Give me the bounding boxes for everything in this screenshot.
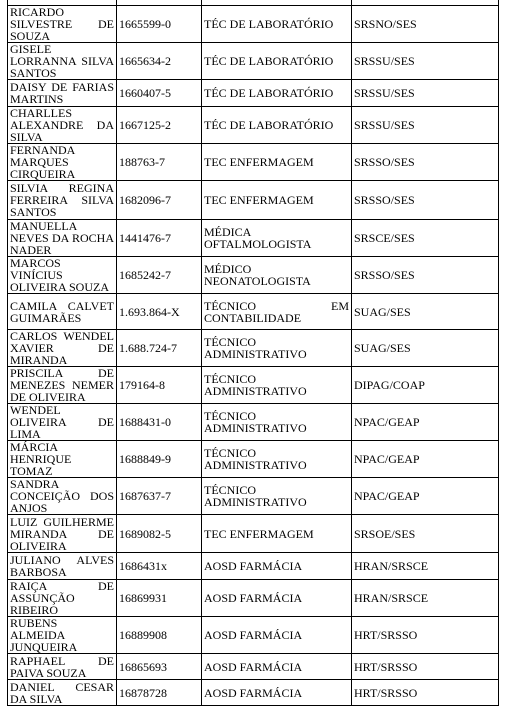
server-name: DAISY DE FARIAS MARTINS (8, 80, 117, 107)
matricula: 1685242-7 (117, 257, 202, 294)
lotacao: SRSSU/SES (352, 43, 499, 80)
table-row (8, 144, 499, 181)
table-row (8, 441, 499, 478)
cargo: TEC ENFERMAGEM (202, 144, 352, 181)
cargo: TÉCNICO ADMINISTRATIVO (202, 367, 352, 404)
cargo: MÉDICO NEONATOLOGISTA (202, 257, 352, 294)
lotacao: HRT/SRSSO (352, 654, 499, 680)
matricula: 1686431x (117, 553, 202, 580)
lotacao: NPAC/GEAP (352, 404, 499, 441)
server-name: RAIÇA DE ASSUNÇÃO RIBEIRO (8, 580, 117, 617)
lotacao: SRSSO/SES (352, 144, 499, 181)
server-name: PRISCILA DE MENEZES NEMER DE OLIVEIRA (8, 367, 117, 404)
matricula: 1688431-0 (117, 404, 202, 441)
matricula: 1441476-7 (117, 220, 202, 257)
server-name: CARLOS WENDEL XAVIER DE MIRANDA (8, 330, 117, 367)
cargo: TÉCNICO ADMINISTRATIVO (202, 330, 352, 367)
lotacao: SUAG/SES (352, 294, 499, 330)
cargo: MÉDICA OFTALMOLOGISTA (202, 220, 352, 257)
document-page (7, 0, 498, 706)
server-name: CHARLLES ALEXANDRE DA SILVA (8, 107, 117, 144)
cargo: TÉCNICO EM CONTABILIDADE (202, 294, 352, 330)
lotacao: SRSNO/SES (352, 6, 499, 43)
server-name: MÁRCIA HENRIQUE TOMAZ (8, 441, 117, 478)
table-row (8, 580, 499, 617)
table-row (8, 367, 499, 404)
matricula: 179164-8 (117, 367, 202, 404)
cargo: TÉCNICO ADMINISTRATIVO (202, 404, 352, 441)
cargo: TEC ENFERMAGEM (202, 515, 352, 553)
table-row (8, 680, 499, 706)
cargo: TÉCNICO ADMINISTRATIVO (202, 478, 352, 515)
matricula: 1682096-7 (117, 181, 202, 220)
table-row (8, 553, 499, 580)
table-row (8, 330, 499, 367)
server-name: RICARDO SILVESTRE DE SOUZA (8, 6, 117, 43)
server-name: FERNANDA MARQUES CIRQUEIRA (8, 144, 117, 181)
cargo: AOSD FARMÁCIA (202, 553, 352, 580)
server-name: SILVIA REGINA FERREIRA SILVA SANTOS (8, 181, 117, 220)
table-row (8, 6, 499, 43)
lotacao: SRSSO/SES (352, 181, 499, 220)
cargo: TÉCNICO ADMINISTRATIVO (202, 441, 352, 478)
server-name: GISELE LORRANNA SILVA SANTOS (8, 43, 117, 80)
matricula: 16869931 (117, 580, 202, 617)
lotacao: HRAN/SRSCE (352, 553, 499, 580)
lotacao: HRAN/SRSCE (352, 580, 499, 617)
cargo: TÉC DE LABORATÓRIO (202, 6, 352, 43)
lotacao: HRT/SRSSO (352, 680, 499, 706)
table-row (8, 404, 499, 441)
server-name: WENDEL OLIVEIRA DE LIMA (8, 404, 117, 441)
matricula: 1687637-7 (117, 478, 202, 515)
matricula: 1667125-2 (117, 107, 202, 144)
table-row (8, 107, 499, 144)
cargo: AOSD FARMÁCIA (202, 680, 352, 706)
matricula: 1665599-0 (117, 6, 202, 43)
table-row (8, 80, 499, 107)
table-row (8, 617, 499, 654)
table-row (8, 257, 499, 294)
server-name: MARCOS VINÍCIUS OLIVEIRA SOUZA (8, 257, 117, 294)
lotacao: SRSOE/SES (352, 515, 499, 553)
matricula: 16889908 (117, 617, 202, 654)
lotacao: SRSCE/SES (352, 220, 499, 257)
cargo: TÉC DE LABORATÓRIO (202, 80, 352, 107)
cargo: AOSD FARMÁCIA (202, 580, 352, 617)
cargo: TEC ENFERMAGEM (202, 181, 352, 220)
lotacao: HRT/SRSSO (352, 617, 499, 654)
server-name: RAPHAEL DE PAIVA SOUZA (8, 654, 117, 680)
lotacao: NPAC/GEAP (352, 478, 499, 515)
cargo: AOSD FARMÁCIA (202, 617, 352, 654)
server-name: DANIEL CESAR DA SILVA (8, 680, 117, 706)
cargo: AOSD FARMÁCIA (202, 654, 352, 680)
cargo: TÉC DE LABORATÓRIO (202, 107, 352, 144)
table-row (8, 654, 499, 680)
lotacao: SRSSU/SES (352, 107, 499, 144)
lotacao: NPAC/GEAP (352, 441, 499, 478)
server-name: JULIANO ALVES BARBOSA (8, 553, 117, 580)
matricula: 16878728 (117, 680, 202, 706)
lotacao: SUAG/SES (352, 330, 499, 367)
matricula: 188763-7 (117, 144, 202, 181)
server-name: MANUELLA NEVES DA ROCHA NADER (8, 220, 117, 257)
matricula: 1.688.724-7 (117, 330, 202, 367)
matricula: 1665634-2 (117, 43, 202, 80)
servers-table (7, 0, 499, 706)
lotacao: SRSSO/SES (352, 257, 499, 294)
server-name: CAMILA CALVET GUIMARÃES (8, 294, 117, 330)
cargo: TÉC DE LABORATÓRIO (202, 43, 352, 80)
matricula: 1688849-9 (117, 441, 202, 478)
server-name: RUBENS ALMEIDA JUNQUEIRA (8, 617, 117, 654)
server-name: LUIZ GUILHERME MIRANDA DE OLIVEIRA (8, 515, 117, 553)
table-row (8, 294, 499, 330)
lotacao: DIPAG/COAP (352, 367, 499, 404)
matricula: 1660407-5 (117, 80, 202, 107)
table-row (8, 181, 499, 220)
table-row (8, 43, 499, 80)
table-row (8, 220, 499, 257)
matricula: 1689082-5 (117, 515, 202, 553)
server-name: SANDRA CONCEIÇÃO DOS ANJOS (8, 478, 117, 515)
lotacao: SRSSU/SES (352, 80, 499, 107)
table-row (8, 478, 499, 515)
matricula: 1.693.864-X (117, 294, 202, 330)
matricula: 16865693 (117, 654, 202, 680)
table-row (8, 515, 499, 553)
